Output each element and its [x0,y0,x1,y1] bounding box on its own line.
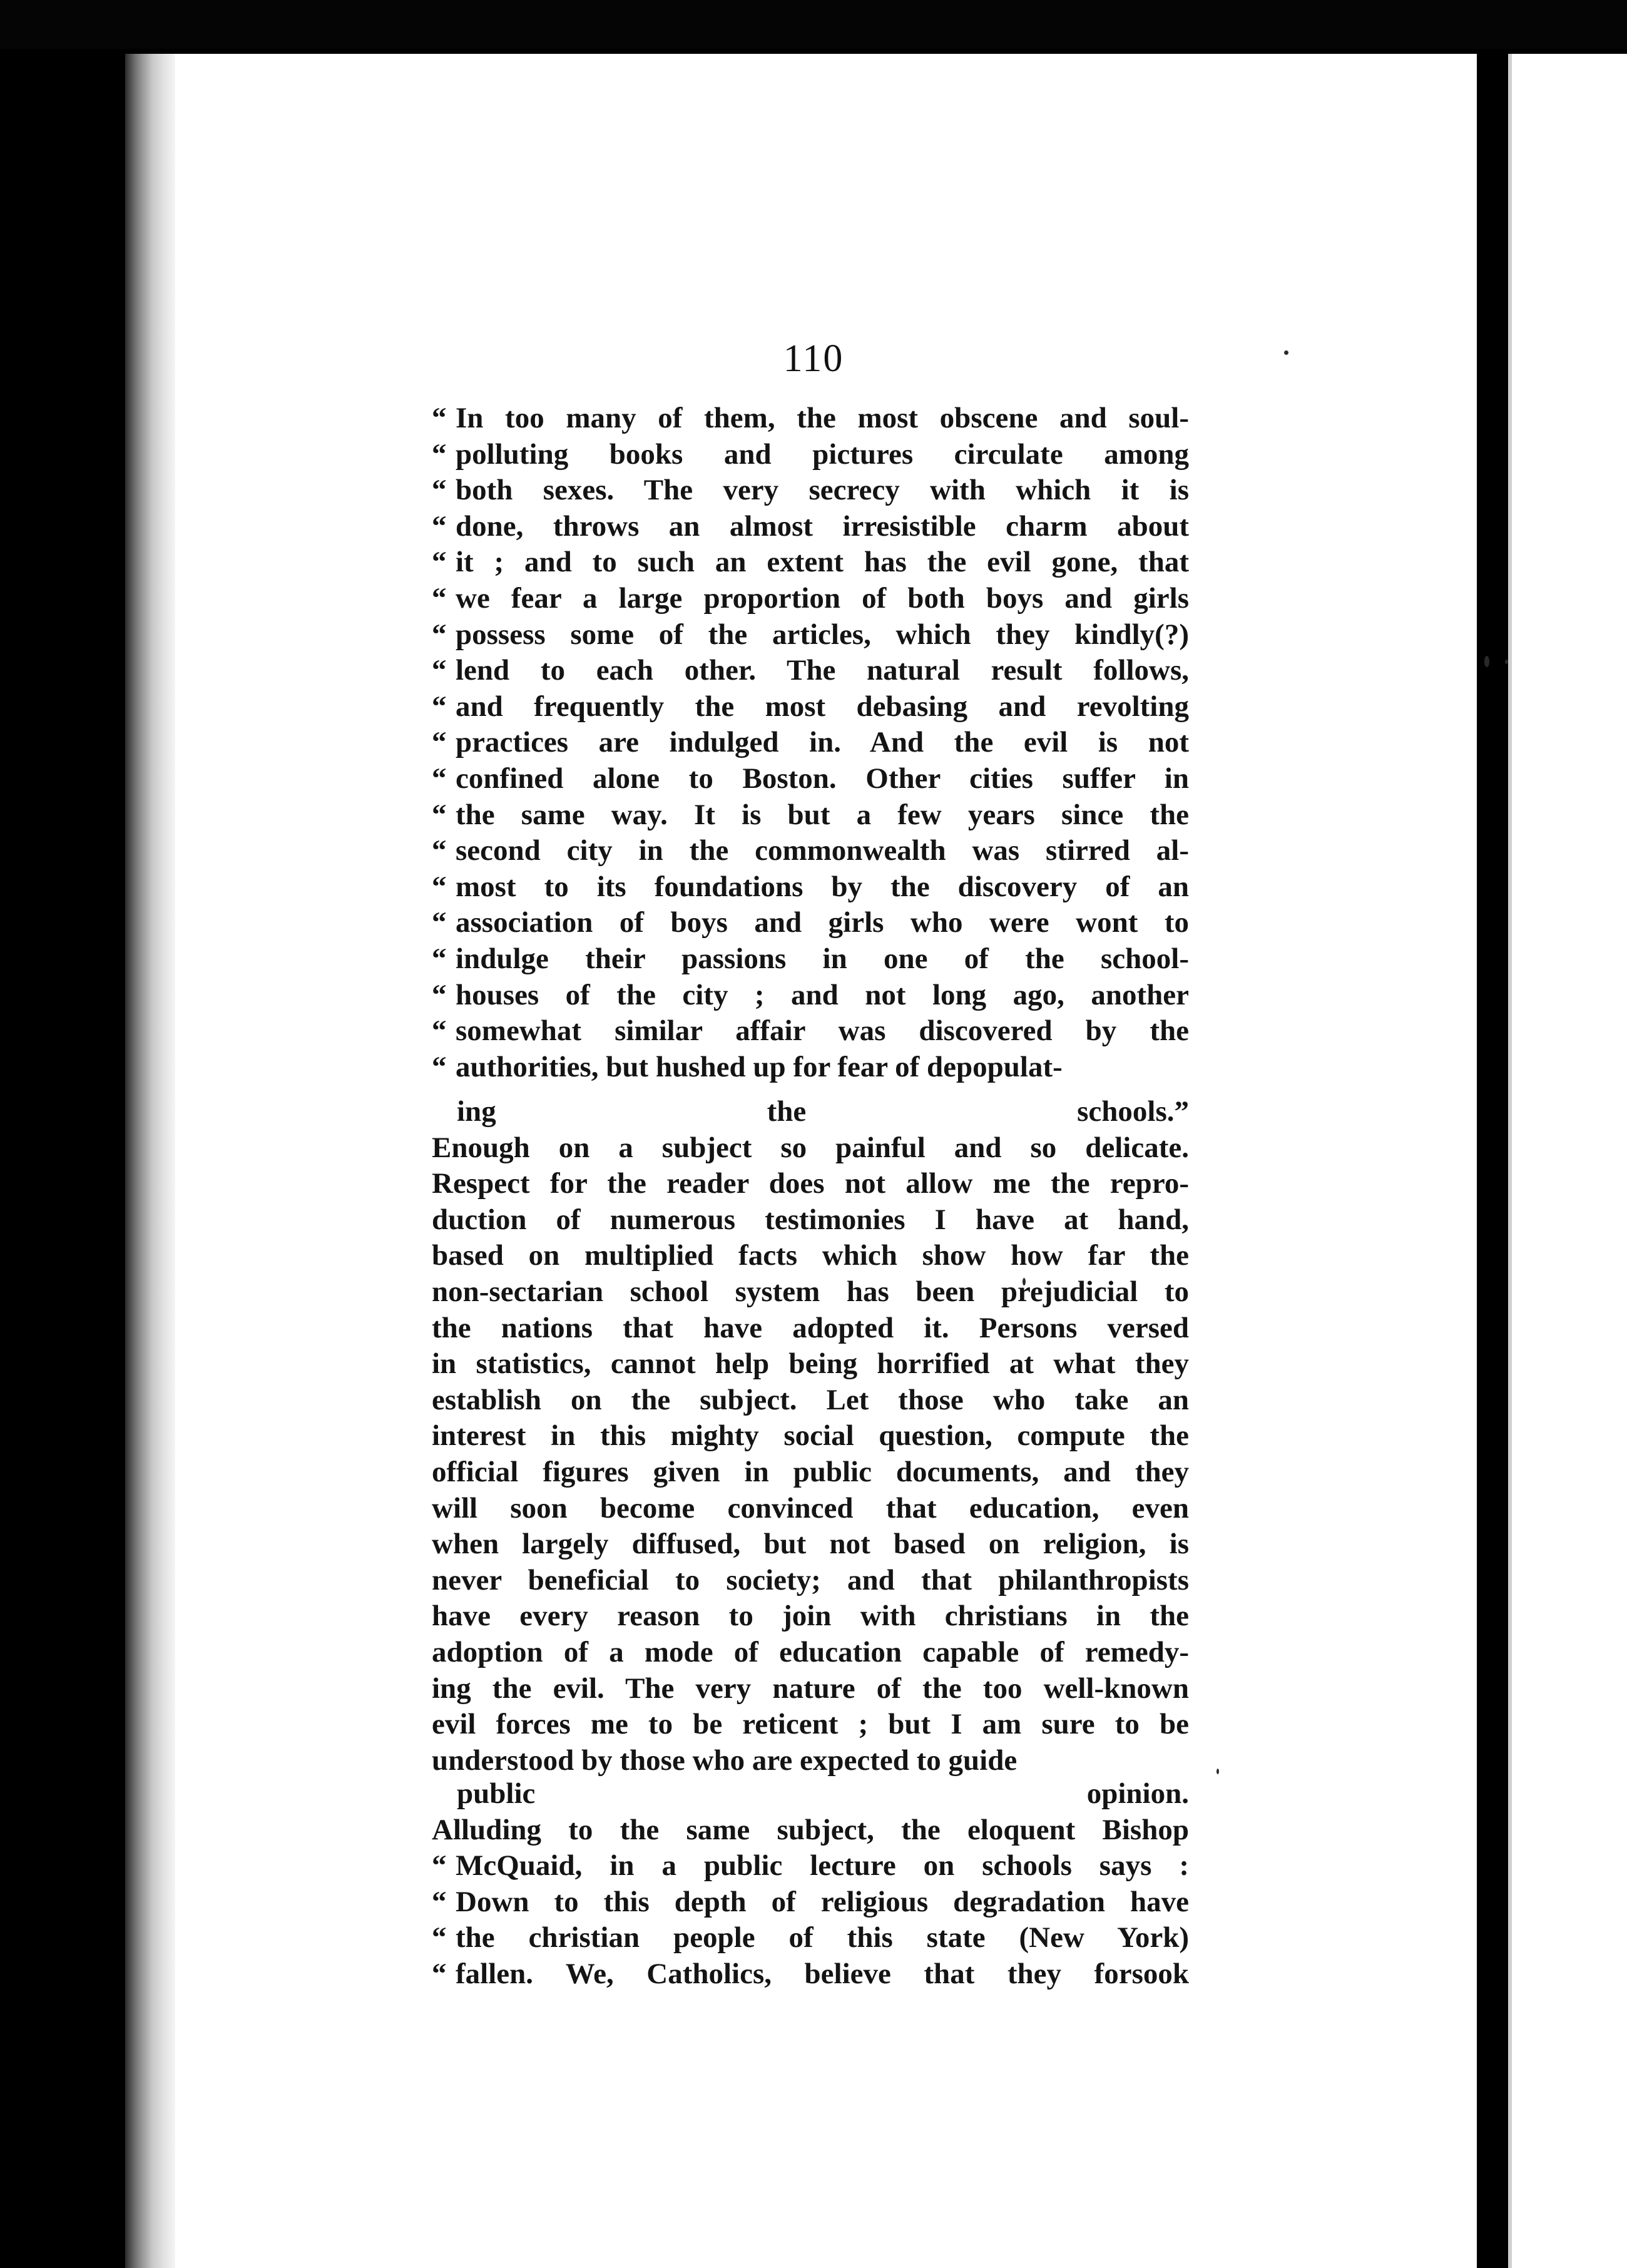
quote-mark: “ [432,978,447,1011]
text-line: evil forces me to be reticent ; but I am sure to be [432,1708,1189,1741]
quoted-line: “ practices are indulged in. And the evil is not [432,725,1189,761]
text-line: ing the evil. The very nature of the too well-known [432,1672,1189,1705]
quoted-line: “ In too many of them, the most obscene and soul- [432,401,1189,437]
quoted-line: “ the same way. It is but a few years since the [432,797,1189,834]
text-line: ing the schools.” [457,1095,1189,1128]
ink-speck [1216,1769,1219,1774]
quote-mark: “ [432,474,447,507]
quoted-line: “ and frequently the most debasing and revolting [432,689,1189,725]
quote-mark: “ [432,1885,447,1918]
quote-mark: “ [432,906,447,939]
quoted-line: “ lend to each other. The natural result follows, [432,653,1189,689]
top-scan-border [0,0,1627,49]
text-line: will soon become convinced that education, even [432,1491,1189,1525]
quote-mark: “ [432,942,447,975]
ink-speck [1505,660,1508,664]
page-number: 110 [783,337,844,380]
text-line: understood by those who are expected to guide [432,1744,1018,1777]
quote-mark: “ [432,581,447,615]
quoted-line: “ indulge their passions in one of the school- [432,941,1189,978]
quoted-line: “ fallen. We, Catholics, believe that they forsook [432,1956,1189,1993]
quote-mark: “ [432,402,447,434]
quoted-line: “ second city in the commonwealth was stirred al- [432,833,1189,869]
quoted-line: “ most to its foundations by the discovery of an [432,869,1189,906]
text-line: official figures given in public documents, and they [432,1455,1189,1488]
quote-mark: “ [432,834,447,867]
quote-mark: “ [432,654,447,687]
quote-mark: “ [432,726,447,759]
page-divider [1477,54,1508,2268]
quote-mark: “ [432,1050,447,1083]
quoted-line: “ association of boys and girls who were wont to [432,905,1189,941]
quoted-passage [432,401,1189,1085]
quote-mark: “ [432,1957,447,1990]
quoted-line: “ the christian people of this state (New York) [432,1920,1189,1956]
quoted-line: “ both sexes. The very secrecy with which it is [432,472,1189,509]
quote-mark: “ [432,870,447,903]
text-line: adoption of a mode of education capable of remedy- [432,1635,1189,1668]
quoted-line: “ authorities, but hushed up for fear of depopulat- [432,1050,1189,1086]
quote-mark: “ [432,618,447,651]
text-line: non-sectarian school system has been prejudicial to [432,1275,1189,1308]
text-line: Enough on a subject so painful and so delicate. [432,1131,1189,1164]
quote-mark: “ [432,1014,447,1048]
quote-mark: “ [432,509,447,543]
text-line: when largely diffused, but not based on religion, is [432,1528,1189,1561]
next-page-edge [1508,54,1627,2268]
quoted-line: “ Down to this depth of religious degradation have [432,1884,1189,1921]
left-scan-border [0,49,125,2268]
text-line: the nations that have adopted it. Persons versed [432,1311,1189,1344]
quote-mark: “ [432,546,447,579]
book-gutter-edge [125,54,175,2268]
body-paragraph [432,1094,1189,1779]
quoted-line: “ somewhat similar affair was discovered by the [432,1013,1189,1050]
quoted-line: “ done, throws an almost irresistible charm about [432,509,1189,545]
quote-mark: “ [432,1849,447,1882]
quote-mark: “ [432,437,447,471]
quoted-line: “ McQuaid, in a public lecture on schools says : [432,1848,1189,1884]
text-line: never beneficial to society; and that philanthropists [432,1563,1189,1596]
body-paragraph [432,1776,1189,1993]
text-line: public opinion. [457,1777,1189,1810]
text-line: establish on the subject. Let those who take an [432,1383,1189,1416]
text-line: interest in this mighty social question, compute the [432,1419,1189,1453]
quote-mark: “ [432,690,447,723]
text-line: duction of numerous testimonies I have at hand, [432,1203,1189,1236]
text-line: Alluding to the same subject, the eloquent Bishop [432,1813,1189,1846]
text-line: Respect for the reader does not allow me the repro- [432,1167,1189,1200]
quoted-line: “ confined alone to Boston. Other cities suffer in [432,761,1189,797]
quoted-line: “ polluting books and pictures circulate among [432,437,1189,473]
quoted-line: “ possess some of the articles, which they kindly(?) [432,617,1189,653]
quote-mark: “ [432,762,447,795]
quoted-line: “ it ; and to such an extent has the evil gone, that [432,544,1189,581]
quoted-line: “ we fear a large proportion of both boys and girls [432,581,1189,617]
quote-mark: “ [432,798,447,831]
quote-mark: “ [432,1921,447,1954]
text-line: have every reason to join with christians in the [432,1600,1189,1633]
ink-speck [1484,656,1489,667]
text-line: based on multiplied facts which show how far the [432,1239,1189,1272]
text-line: in statistics, cannot help being horrified at what they [432,1347,1189,1381]
quoted-line: “ houses of the city ; and not long ago, another [432,978,1189,1014]
